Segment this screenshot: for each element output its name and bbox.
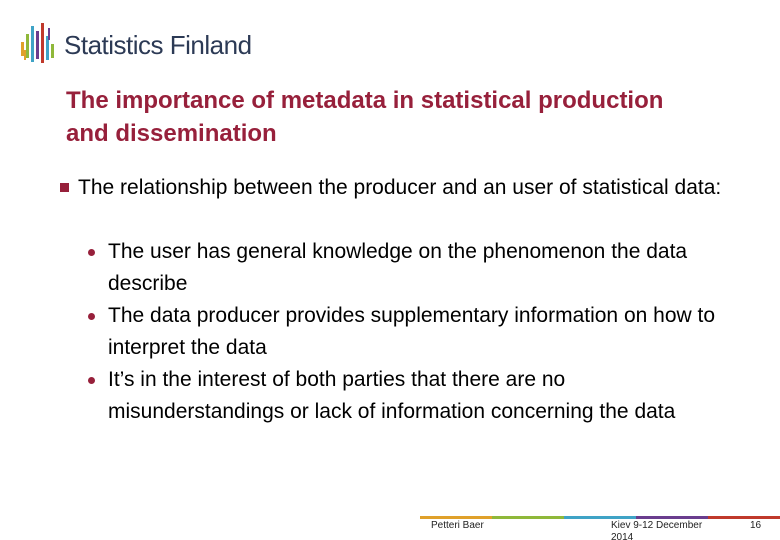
- sub-bullet-text: The data producer provides supplementary information on how to interpret the data: [108, 304, 716, 359]
- sub-bullet-item: [88, 300, 738, 364]
- footer-stripe-segment: [420, 516, 492, 519]
- round-bullet-icon: [88, 377, 95, 384]
- footer-stripe-segment: [708, 516, 780, 519]
- footer-event: Kiev 9-12 December 2014: [611, 520, 703, 540]
- sub-bullet-text: It’s in the interest of both parties that there are no misunderstandings or lack of information concerning the data: [108, 368, 676, 423]
- sub-bullet-item: [88, 364, 738, 428]
- sub-bullet-text: The user has general knowledge on the phenomenon the data describe: [108, 240, 688, 295]
- square-bullet-icon: [60, 183, 69, 192]
- footer-stripe-segment: [492, 516, 564, 519]
- footer-color-stripe: [420, 516, 780, 519]
- bullet-item: [60, 172, 748, 204]
- brand-name: Statistics Finland: [64, 29, 252, 60]
- footer-author: Petteri Baer: [431, 520, 484, 531]
- sub-bullet-item: [88, 236, 738, 300]
- footer-stripe-segment: [636, 516, 708, 519]
- bullet-text: The relationship between the producer and an user of statistical data:: [78, 176, 722, 199]
- footer-stripe-segment: [564, 516, 636, 519]
- round-bullet-icon: [88, 249, 95, 256]
- slide-title: The importance of metadata in statistical production and dissemination: [66, 87, 664, 147]
- statistics-finland-bars-icon: [20, 22, 58, 68]
- page-number: 16: [750, 520, 762, 531]
- round-bullet-icon: [88, 313, 95, 320]
- statistics-finland-logo: [20, 22, 252, 68]
